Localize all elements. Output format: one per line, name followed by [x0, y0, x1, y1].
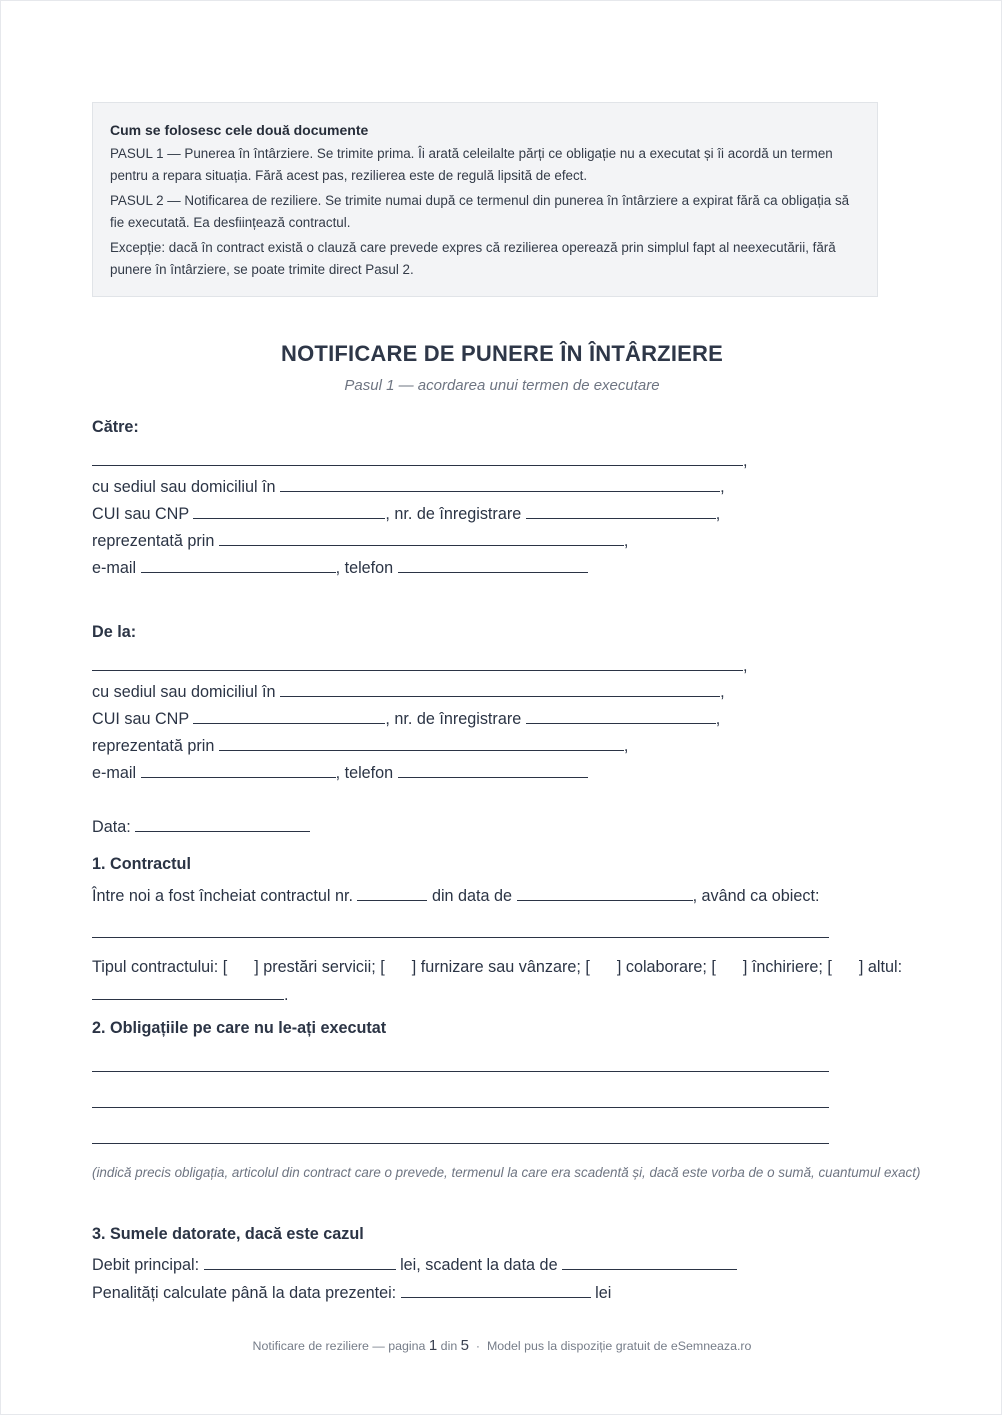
contract-type-line[interactable] — [92, 958, 902, 977]
option-rent[interactable]: ] închiriere; [ — [742, 958, 832, 976]
option-other[interactable]: ] altul: — [858, 958, 903, 976]
document-title: NOTIFICARE DE PUNERE ÎN ÎNTÂRZIERE — [281, 341, 723, 366]
to-contact-line[interactable] — [92, 557, 588, 578]
to-email-label: e-mail — [92, 559, 137, 577]
contract-intro: Între noi a fost încheiat contractul nr. — [92, 887, 353, 905]
footer-total-pages: 5 — [460, 1337, 470, 1354]
to-cui-line[interactable]: CUI sau CNP , nr. de înregistrare , — [92, 505, 721, 523]
obligations-field-3[interactable] — [92, 1143, 829, 1144]
option-collaboration[interactable]: ] colaborare; [ — [616, 958, 716, 976]
debit-line[interactable] — [92, 1254, 737, 1275]
penalties-currency: lei — [595, 1284, 612, 1302]
from-reg-label: , nr. de înregistrare — [385, 710, 522, 728]
section2-heading: 2. Obligațiile pe care nu le-ați executat — [92, 1019, 387, 1037]
footer-prefix: Notificare de reziliere — pagina — [252, 1339, 426, 1353]
from-email-label: e-mail — [92, 764, 137, 782]
contract-other-line[interactable]: . — [92, 984, 289, 1005]
to-phone-label: , telefon — [335, 559, 394, 577]
from-phone-label: , telefon — [335, 764, 394, 782]
footer-page-number: 1 — [428, 1337, 438, 1354]
to-seat-label: cu sediul sau domiciliul în — [92, 478, 276, 496]
from-cui-line[interactable]: CUI sau CNP , nr. de înregistrare , — [92, 710, 721, 728]
to-reg-label: , nr. de înregistrare — [385, 505, 522, 523]
to-rep-line[interactable]: reprezentată prin , — [92, 532, 629, 550]
from-rep-label: reprezentată prin — [92, 737, 215, 755]
usage-info-box — [92, 102, 878, 297]
section3-heading: 3. Sumele datorate, dacă este cazul — [92, 1225, 364, 1243]
info-exception: Excepție: dacă în contract există o clauză care prevede expres că rezilierea operează prin simplul fapt al neexecutării, fără punere în întârziere, se poate trimite direct Pasul 2. — [110, 240, 836, 277]
obligations-note: (indică precis obligația, articolul din contract care o prevede, termenul la care era scadentă și, dacă este vorba de o sumă, cuantumul exact) — [92, 1165, 921, 1180]
date-line[interactable] — [92, 816, 310, 837]
contract-line[interactable] — [92, 885, 819, 906]
contract-type-label: Tipul contractului: [ — [92, 958, 228, 976]
penalties-label: Penalități calculate până la data prezentei: — [92, 1284, 397, 1302]
option-services[interactable]: ] prestări servicii; [ — [254, 958, 385, 976]
from-seat-line[interactable]: cu sediul sau domiciliul în , — [92, 683, 725, 701]
page-footer — [1, 1337, 1002, 1354]
info-title: Cum se folosesc cele două documente — [110, 122, 369, 138]
footer-separator: · — [475, 1339, 481, 1353]
contract-date-label: din data de — [431, 887, 513, 905]
to-rep-label: reprezentată prin — [92, 532, 215, 550]
from-name-line[interactable]: , — [92, 655, 748, 676]
from-rep-line[interactable]: reprezentată prin , — [92, 737, 629, 755]
contract-object-label: , având ca obiect: — [692, 887, 820, 905]
from-cui-label: CUI sau CNP — [92, 710, 189, 728]
option-supply[interactable]: ] furnizare sau vânzare; [ — [411, 958, 590, 976]
section1-heading: 1. Contractul — [92, 855, 191, 873]
to-seat-line[interactable]: cu sediul sau domiciliul în , — [92, 478, 725, 496]
debit-due-label: lei, scadent la data de — [400, 1256, 558, 1274]
obligations-field-2[interactable] — [92, 1107, 829, 1108]
debit-label: Debit principal: — [92, 1256, 200, 1274]
document-subtitle: Pasul 1 — acordarea unui termen de executare — [344, 377, 660, 394]
to-name-line[interactable]: , — [92, 450, 748, 471]
footer-credit: Model pus la dispoziție gratuit de eSemneaza.ro — [486, 1339, 752, 1353]
info-step1: PASUL 1 — Punerea în întârziere. Se trimite prima. Îi arată celeilalte părți ce obligație nu a executat și îi acordă un termen pentru a repara situația. Fără acest pas, rezilierea este de regulă lipsită de efect. — [110, 146, 833, 183]
to-cui-label: CUI sau CNP — [92, 505, 189, 523]
from-heading: De la: — [92, 623, 137, 641]
footer-of: din — [440, 1339, 458, 1353]
penalties-line[interactable] — [92, 1282, 611, 1303]
info-step2: PASUL 2 — Notificarea de reziliere. Se trimite numai după ce termenul din punerea în întârziere a expirat fără ca obligația să fie executată. Ea desființează contractul. — [110, 193, 850, 230]
from-seat-label: cu sediul sau domiciliul în — [92, 683, 276, 701]
from-contact-line[interactable] — [92, 762, 588, 783]
obligations-field-1[interactable] — [92, 1071, 829, 1072]
contract-object-field[interactable] — [92, 937, 829, 938]
to-heading: Către: — [92, 418, 139, 436]
date-label: Data: — [92, 818, 131, 836]
